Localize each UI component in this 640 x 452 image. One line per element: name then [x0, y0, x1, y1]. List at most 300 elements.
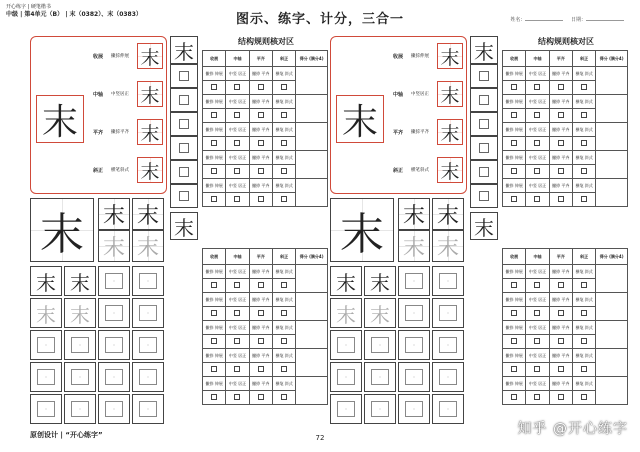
- score-cell[interactable]: [296, 123, 328, 151]
- empty-practice-cell[interactable]: [98, 362, 130, 392]
- score-cell[interactable]: [596, 321, 628, 349]
- checkbox[interactable]: [511, 196, 517, 202]
- score-cell[interactable]: [296, 95, 328, 123]
- check-box-cell[interactable]: [503, 391, 526, 405]
- checkbox[interactable]: [534, 168, 540, 174]
- check-label: 横笔 斜式: [572, 123, 595, 137]
- checkbox[interactable]: [281, 196, 287, 202]
- check-box-cell[interactable]: [203, 363, 226, 377]
- empty-practice-cell[interactable]: [432, 394, 464, 424]
- check-box-cell[interactable]: [203, 137, 226, 151]
- checkbox[interactable]: [234, 112, 240, 118]
- check-label: 横笔 斜式: [272, 151, 295, 165]
- check-box-cell[interactable]: [203, 193, 226, 207]
- checkbox[interactable]: [234, 338, 240, 344]
- inner-square: [105, 273, 123, 290]
- empty-practice-cell[interactable]: [98, 330, 130, 360]
- check-box-cell[interactable]: [249, 193, 272, 207]
- practice-cell[interactable]: 末: [364, 298, 396, 328]
- check-label: 撇捺 伸展: [503, 349, 526, 363]
- checkbox[interactable]: [534, 338, 540, 344]
- score-cell[interactable]: [596, 349, 628, 377]
- check-box-cell[interactable]: [226, 363, 249, 377]
- check-box-cell[interactable]: [526, 307, 549, 321]
- checkbox[interactable]: [581, 140, 587, 146]
- check-box-cell[interactable]: [572, 391, 595, 405]
- name-date-fields: [510, 16, 630, 23]
- score-cell[interactable]: [596, 265, 628, 293]
- checkbox[interactable]: [511, 310, 517, 316]
- checkbox-cell[interactable]: [170, 184, 198, 208]
- check-box-cell[interactable]: [226, 279, 249, 293]
- check-box-cell[interactable]: [503, 363, 526, 377]
- check-box-cell[interactable]: [226, 109, 249, 123]
- checkbox[interactable]: [581, 84, 587, 90]
- inner-square: [439, 369, 457, 386]
- checkbox[interactable]: [534, 394, 540, 400]
- checkbox-cell[interactable]: [170, 88, 198, 112]
- checkbox[interactable]: [281, 84, 287, 90]
- checkbox[interactable]: [281, 394, 287, 400]
- checkbox[interactable]: [558, 140, 564, 146]
- checkbox-cell[interactable]: [470, 64, 498, 88]
- rule-example-character: 末: [137, 43, 163, 69]
- check-box-cell[interactable]: [249, 81, 272, 95]
- check-label: 撇捺 伸展: [503, 67, 526, 81]
- checkbox[interactable]: [558, 366, 564, 372]
- check-label: 撇捺 平齐: [549, 123, 572, 137]
- check-header: 平齐: [549, 249, 572, 265]
- check-box-cell[interactable]: [249, 279, 272, 293]
- checkbox[interactable]: [258, 338, 264, 344]
- check-area-title: 结构规则核对区: [238, 37, 294, 46]
- check-box-cell[interactable]: [272, 279, 295, 293]
- practice-cell[interactable]: 末: [132, 230, 164, 262]
- check-label: 撇捺 伸展: [203, 179, 226, 193]
- inner-square: [139, 337, 157, 354]
- checkbox-cell[interactable]: [170, 112, 198, 136]
- check-label: 中竖 居正: [226, 67, 249, 81]
- checkbox[interactable]: [258, 282, 264, 288]
- check-box-cell[interactable]: [226, 81, 249, 95]
- checkbox[interactable]: [558, 394, 564, 400]
- check-box-cell[interactable]: [503, 165, 526, 179]
- rule-desc: 撇捺伸展: [411, 54, 429, 59]
- checkbox[interactable]: [258, 196, 264, 202]
- practice-cell[interactable]: 末: [364, 266, 396, 296]
- checkbox[interactable]: [511, 140, 517, 146]
- checkbox[interactable]: [511, 338, 517, 344]
- practice-cell[interactable]: 末: [432, 198, 464, 230]
- check-box-cell[interactable]: [549, 307, 572, 321]
- checkbox[interactable]: [511, 366, 517, 372]
- check-box-cell[interactable]: [272, 363, 295, 377]
- empty-practice-cell[interactable]: [64, 394, 96, 424]
- check-box-cell[interactable]: [572, 81, 595, 95]
- checkbox-cell[interactable]: [470, 88, 498, 112]
- check-label: 撇捺 伸展: [503, 95, 526, 109]
- check-box-cell[interactable]: [503, 137, 526, 151]
- check-box-cell[interactable]: [549, 165, 572, 179]
- empty-practice-cell[interactable]: [398, 266, 430, 296]
- checkbox[interactable]: [281, 310, 287, 316]
- rule-example-character: 末: [137, 157, 163, 183]
- checkbox[interactable]: [558, 338, 564, 344]
- checkbox[interactable]: [234, 168, 240, 174]
- check-box-cell[interactable]: [526, 193, 549, 207]
- check-box-cell[interactable]: [526, 109, 549, 123]
- checkbox[interactable]: [534, 282, 540, 288]
- check-label: 撇捺 伸展: [503, 179, 526, 193]
- check-box-cell[interactable]: [549, 279, 572, 293]
- checkbox[interactable]: [234, 84, 240, 90]
- checkbox[interactable]: [558, 310, 564, 316]
- checkbox-cell[interactable]: [470, 112, 498, 136]
- check-box-cell[interactable]: [203, 109, 226, 123]
- score-cell[interactable]: [596, 67, 628, 95]
- check-header: 收展: [203, 249, 226, 265]
- check-box-cell[interactable]: [249, 165, 272, 179]
- score-cell[interactable]: [296, 67, 328, 95]
- check-box-cell[interactable]: [503, 335, 526, 349]
- checkbox[interactable]: [281, 140, 287, 146]
- practice-cell[interactable]: 末: [64, 298, 96, 328]
- check-box-cell[interactable]: [549, 193, 572, 207]
- check-label: 中竖 居正: [526, 179, 549, 193]
- check-box-cell[interactable]: [249, 307, 272, 321]
- check-box-cell[interactable]: [549, 335, 572, 349]
- check-box-cell[interactable]: [526, 363, 549, 377]
- check-box-cell[interactable]: [572, 335, 595, 349]
- score-cell[interactable]: [296, 151, 328, 179]
- check-box-cell[interactable]: [572, 109, 595, 123]
- check-box-cell[interactable]: [272, 109, 295, 123]
- inner-square: [439, 305, 457, 322]
- check-label: 中竖 居正: [526, 151, 549, 165]
- empty-practice-cell[interactable]: [98, 394, 130, 424]
- practice-cell[interactable]: 末: [64, 266, 96, 296]
- checkbox[interactable]: [581, 112, 587, 118]
- checkbox[interactable]: [581, 310, 587, 316]
- check-box-cell[interactable]: [249, 109, 272, 123]
- score-cell[interactable]: [296, 321, 328, 349]
- checkbox[interactable]: [511, 84, 517, 90]
- check-box-cell[interactable]: [203, 335, 226, 349]
- checkbox[interactable]: [511, 168, 517, 174]
- inner-square: [405, 337, 423, 354]
- check-box-cell[interactable]: [249, 137, 272, 151]
- date-label: 日期：: [570, 17, 586, 23]
- check-box-cell[interactable]: [503, 81, 526, 95]
- score-cell[interactable]: [596, 151, 628, 179]
- empty-practice-cell[interactable]: [364, 362, 396, 392]
- check-box-cell[interactable]: [572, 307, 595, 321]
- check-box-cell[interactable]: [272, 307, 295, 321]
- empty-practice-cell[interactable]: [30, 362, 62, 392]
- empty-practice-cell[interactable]: [398, 330, 430, 360]
- practice-cell[interactable]: 末: [30, 266, 62, 296]
- checkbox[interactable]: [234, 310, 240, 316]
- inner-square: [71, 369, 89, 386]
- check-table: [502, 248, 628, 405]
- empty-practice-cell[interactable]: [330, 362, 362, 392]
- practice-cell[interactable]: 末: [132, 198, 164, 230]
- checkbox[interactable]: [581, 168, 587, 174]
- empty-practice-cell[interactable]: [132, 394, 164, 424]
- checkbox[interactable]: [511, 112, 517, 118]
- empty-practice-cell[interactable]: [98, 298, 130, 328]
- watermark: 知乎 @开心练字: [517, 421, 628, 437]
- checkbox[interactable]: [258, 366, 264, 372]
- check-label: 横笔 斜式: [272, 293, 295, 307]
- checkbox[interactable]: [581, 366, 587, 372]
- check-box-cell[interactable]: [549, 81, 572, 95]
- check-table: [202, 50, 328, 207]
- check-label: 撇捺 伸展: [203, 349, 226, 363]
- practice-cell[interactable]: 末: [432, 230, 464, 262]
- checkbox[interactable]: [211, 282, 217, 288]
- empty-practice-cell[interactable]: [98, 266, 130, 296]
- checkbox[interactable]: [258, 84, 264, 90]
- check-box-cell[interactable]: [249, 335, 272, 349]
- checkbox[interactable]: [234, 140, 240, 146]
- checkbox[interactable]: [558, 84, 564, 90]
- checkbox[interactable]: [234, 366, 240, 372]
- checkbox[interactable]: [581, 338, 587, 344]
- inner-square: [105, 369, 123, 386]
- empty-practice-cell[interactable]: [132, 266, 164, 296]
- rule-tag: 斜正: [93, 168, 104, 174]
- practice-cell[interactable]: 末: [30, 298, 62, 328]
- checkbox[interactable]: [534, 112, 540, 118]
- score-cell[interactable]: [596, 179, 628, 207]
- checkbox[interactable]: [258, 112, 264, 118]
- inner-square: [37, 369, 55, 386]
- inner-square: [371, 401, 389, 418]
- score-cell[interactable]: [296, 265, 328, 293]
- checkbox[interactable]: [558, 168, 564, 174]
- checkbox-cell[interactable]: [170, 64, 198, 88]
- check-box-cell[interactable]: [272, 193, 295, 207]
- score-cell[interactable]: [296, 349, 328, 377]
- checkbox-cell[interactable]: [170, 136, 198, 160]
- score-cell[interactable]: [296, 179, 328, 207]
- check-box-cell[interactable]: [203, 279, 226, 293]
- checkbox[interactable]: [258, 310, 264, 316]
- check-label: 横笔 斜式: [572, 265, 595, 279]
- empty-practice-cell[interactable]: [132, 362, 164, 392]
- checkbox-cell[interactable]: [170, 160, 198, 184]
- checkbox[interactable]: [211, 394, 217, 400]
- check-label: 横笔 斜式: [572, 321, 595, 335]
- empty-practice-cell[interactable]: [398, 362, 430, 392]
- empty-practice-cell[interactable]: [432, 266, 464, 296]
- check-box-cell[interactable]: [226, 165, 249, 179]
- check-box-cell[interactable]: [272, 165, 295, 179]
- checkbox[interactable]: [534, 196, 540, 202]
- inner-square: [37, 337, 55, 354]
- check-label: 中竖 居正: [226, 123, 249, 137]
- checkbox[interactable]: [234, 394, 240, 400]
- check-box-cell[interactable]: [549, 137, 572, 151]
- check-box-cell[interactable]: [572, 165, 595, 179]
- check-box-cell[interactable]: [526, 81, 549, 95]
- checkbox[interactable]: [281, 168, 287, 174]
- empty-practice-cell[interactable]: [432, 330, 464, 360]
- check-box-cell[interactable]: [549, 363, 572, 377]
- score-cell[interactable]: [296, 293, 328, 321]
- empty-practice-cell[interactable]: [432, 298, 464, 328]
- empty-practice-cell[interactable]: [132, 298, 164, 328]
- rule-tag: 收展: [393, 54, 404, 60]
- empty-practice-cell[interactable]: [30, 330, 62, 360]
- checkbox[interactable]: [281, 338, 287, 344]
- check-box-cell[interactable]: [503, 279, 526, 293]
- score-cell[interactable]: [296, 377, 328, 405]
- check-box-cell[interactable]: [272, 335, 295, 349]
- check-box-cell[interactable]: [572, 137, 595, 151]
- name-field[interactable]: [525, 20, 563, 21]
- practice-cell[interactable]: 末: [330, 266, 362, 296]
- score-cell[interactable]: [596, 293, 628, 321]
- check-label: 撇捺 伸展: [503, 123, 526, 137]
- checkbox-cell[interactable]: [470, 160, 498, 184]
- practice-big-character: 末: [330, 198, 394, 262]
- checkbox[interactable]: [534, 84, 540, 90]
- check-box-cell[interactable]: [572, 363, 595, 377]
- check-box-cell[interactable]: [249, 391, 272, 405]
- checkbox[interactable]: [511, 282, 517, 288]
- checkbox[interactable]: [258, 140, 264, 146]
- check-box-cell[interactable]: [526, 335, 549, 349]
- practice-cell[interactable]: 末: [330, 298, 362, 328]
- score-cell[interactable]: [596, 377, 628, 405]
- check-box-cell[interactable]: [203, 391, 226, 405]
- checkbox[interactable]: [211, 366, 217, 372]
- empty-practice-cell[interactable]: [398, 298, 430, 328]
- check-label: 横笔 斜式: [572, 377, 595, 391]
- checkbox-cell[interactable]: [470, 136, 498, 160]
- check-label: 撇捺 平齐: [549, 265, 572, 279]
- check-box-cell[interactable]: [226, 137, 249, 151]
- check-box-cell[interactable]: [503, 307, 526, 321]
- checkbox[interactable]: [581, 196, 587, 202]
- check-box-cell[interactable]: [272, 81, 295, 95]
- checkbox[interactable]: [558, 112, 564, 118]
- check-box-cell[interactable]: [226, 391, 249, 405]
- checkbox[interactable]: [281, 366, 287, 372]
- side-character: 末: [170, 36, 198, 64]
- practice-cell[interactable]: 末: [398, 198, 430, 230]
- checkbox[interactable]: [581, 282, 587, 288]
- check-box-cell[interactable]: [526, 279, 549, 293]
- check-box-cell[interactable]: [203, 81, 226, 95]
- check-box-cell[interactable]: [226, 193, 249, 207]
- empty-practice-cell[interactable]: [364, 330, 396, 360]
- empty-practice-cell[interactable]: [330, 330, 362, 360]
- check-box-cell[interactable]: [203, 307, 226, 321]
- check-label: 撇捺 平齐: [249, 265, 272, 279]
- checkbox[interactable]: [211, 196, 217, 202]
- checkbox[interactable]: [258, 168, 264, 174]
- check-box-cell[interactable]: [272, 391, 295, 405]
- practice-cell[interactable]: 末: [98, 230, 130, 262]
- checkbox[interactable]: [234, 196, 240, 202]
- rule-tag: 收展: [93, 54, 104, 60]
- empty-practice-cell[interactable]: [30, 394, 62, 424]
- rule-example-character: 末: [437, 119, 463, 145]
- checkbox[interactable]: [211, 168, 217, 174]
- check-box-cell[interactable]: [226, 307, 249, 321]
- checkbox[interactable]: [281, 282, 287, 288]
- checkbox[interactable]: [558, 282, 564, 288]
- empty-practice-cell[interactable]: [132, 330, 164, 360]
- checkbox[interactable]: [534, 140, 540, 146]
- checkbox[interactable]: [534, 366, 540, 372]
- check-box-cell[interactable]: [526, 391, 549, 405]
- check-box-cell[interactable]: [572, 193, 595, 207]
- check-label: 撇捺 平齐: [549, 151, 572, 165]
- checkbox[interactable]: [211, 310, 217, 316]
- check-box-cell[interactable]: [272, 137, 295, 151]
- checkbox[interactable]: [581, 394, 587, 400]
- checkbox[interactable]: [211, 112, 217, 118]
- check-label: 中竖 居正: [526, 95, 549, 109]
- check-box-cell[interactable]: [226, 335, 249, 349]
- check-box-cell[interactable]: [503, 193, 526, 207]
- date-field[interactable]: [586, 20, 624, 21]
- empty-practice-cell[interactable]: [64, 330, 96, 360]
- check-box-cell[interactable]: [249, 363, 272, 377]
- empty-practice-cell[interactable]: [330, 394, 362, 424]
- name-label: 姓名：: [510, 17, 526, 23]
- check-label: 中竖 居正: [526, 67, 549, 81]
- checkbox[interactable]: [211, 140, 217, 146]
- checkbox[interactable]: [211, 84, 217, 90]
- checkbox-cell[interactable]: [470, 184, 498, 208]
- checkbox[interactable]: [211, 338, 217, 344]
- check-label: 中竖 居正: [526, 321, 549, 335]
- checkbox[interactable]: [258, 394, 264, 400]
- check-label: 撇捺 伸展: [503, 321, 526, 335]
- empty-practice-cell[interactable]: [364, 394, 396, 424]
- checkbox[interactable]: [511, 394, 517, 400]
- empty-practice-cell[interactable]: [432, 362, 464, 392]
- practice-cell[interactable]: 末: [98, 198, 130, 230]
- practice-cell[interactable]: 末: [398, 230, 430, 262]
- rule-example-character: 末: [437, 157, 463, 183]
- check-box-cell[interactable]: [203, 165, 226, 179]
- checkbox[interactable]: [234, 282, 240, 288]
- check-box-cell[interactable]: [549, 391, 572, 405]
- empty-practice-cell[interactable]: [398, 394, 430, 424]
- checkbox[interactable]: [558, 196, 564, 202]
- check-label: 撇捺 平齐: [249, 349, 272, 363]
- check-box-cell[interactable]: [526, 165, 549, 179]
- empty-practice-cell[interactable]: [64, 362, 96, 392]
- check-label: 横笔 斜式: [572, 349, 595, 363]
- score-cell[interactable]: [596, 123, 628, 151]
- check-box-cell[interactable]: [503, 109, 526, 123]
- worksheet-left: [30, 36, 330, 426]
- check-box-cell[interactable]: [526, 137, 549, 151]
- checkbox[interactable]: [281, 112, 287, 118]
- check-box-cell[interactable]: [572, 279, 595, 293]
- checkbox[interactable]: [534, 310, 540, 316]
- check-box-cell[interactable]: [549, 109, 572, 123]
- score-cell[interactable]: [596, 95, 628, 123]
- check-label: 撇捺 平齐: [249, 377, 272, 391]
